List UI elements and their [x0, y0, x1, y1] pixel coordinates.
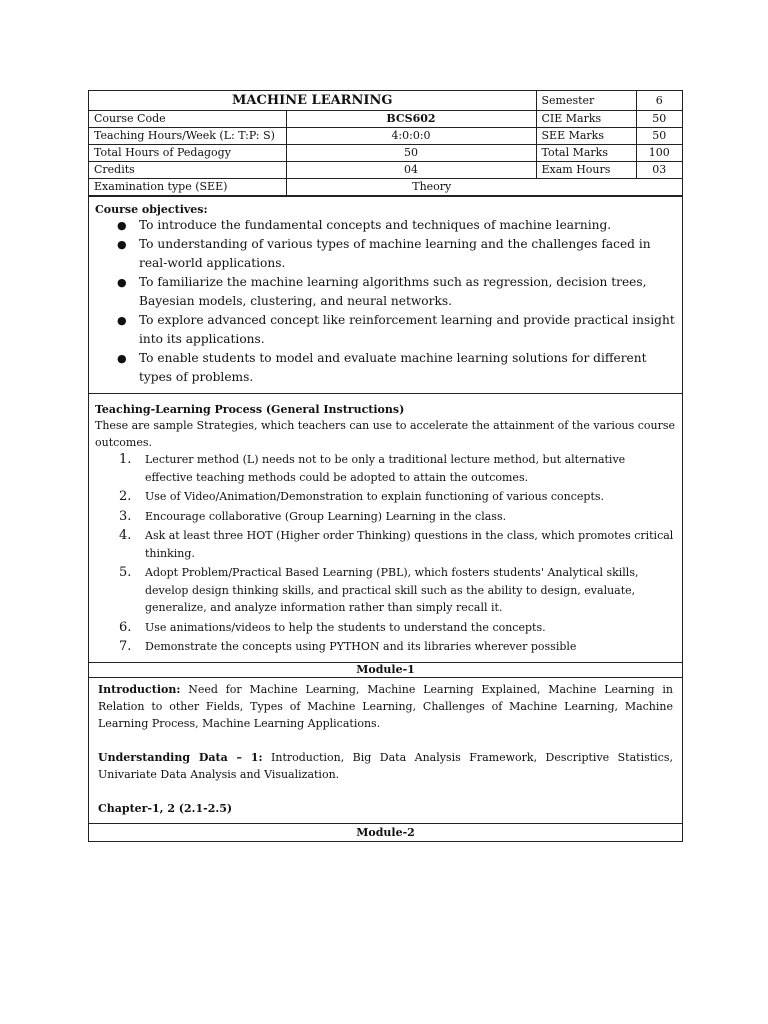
exam-type-value: Theory	[286, 179, 682, 196]
bullet-icon: ●	[117, 352, 127, 365]
teaching-hours-label: Teaching Hours/Week (L: T:P: S)	[89, 128, 286, 145]
course-title: MACHINE LEARNING	[89, 91, 536, 111]
module-1-content	[89, 677, 682, 823]
teaching-learning-section	[89, 393, 682, 662]
semester-value: 6	[636, 91, 682, 111]
cie-marks-value: 50	[636, 111, 682, 128]
course-objectives-list	[95, 216, 676, 387]
bullet-icon: ●	[117, 276, 127, 289]
introduction-text: Need for Machine Learning, Machine Learning Explained, Machine Learning in Relation to other Fields, Types of Machine Learning, Challenges of Machine Learning, Machine Learning Process, Machine Learning Applications.	[98, 682, 673, 730]
teaching-learning-heading: Teaching-Learning Process (General Instructions)	[95, 403, 405, 416]
bullet-icon: ●	[117, 238, 127, 251]
bullet-icon: ●	[117, 219, 127, 232]
course-info-table	[89, 91, 682, 196]
see-marks-value: 50	[636, 128, 682, 145]
list-item: 3. Encourage collaborative (Group Learning) Learning in the class.	[119, 508, 507, 524]
list-item: ● To explore advanced concept like reinforcement learning and provide practical insight into its applications.	[117, 313, 675, 346]
understanding-data-text: Introduction, Big Data Analysis Framework, Descriptive Statistics, Univariate Data Analysis and Visualization.	[98, 750, 673, 781]
exam-hours-label: Exam Hours	[536, 162, 636, 179]
course-code-value: BCS602	[286, 111, 536, 128]
pedagogy-hours-label: Total Hours of Pedagogy	[89, 145, 286, 162]
list-item: 7. Demonstrate the concepts using PYTHON and its libraries wherever possible	[119, 639, 577, 654]
list-item: ● To enable students to model and evaluate machine learning solutions for different types of problems.	[117, 351, 647, 384]
list-item: ● To familiarize the machine learning algorithms such as regression, decision trees, Bayesian models, clustering, and neural networks.	[117, 275, 647, 308]
introduction-label: Introduction:	[98, 682, 181, 696]
course-objectives-heading: Course objectives:	[95, 203, 208, 216]
list-item: 5. Adopt Problem/Practical Based Learning (PBL), which fosters students' Analytical skills, develop design thinking skills, and practical skill such as the ability to design, evaluate, generalize, and analyze information rather than simply recall it.	[119, 565, 639, 614]
teaching-learning-list	[95, 451, 676, 656]
list-item: ● To introduce the fundamental concepts and techniques of machine learning.	[117, 216, 676, 235]
course-code-label: Course Code	[89, 111, 286, 128]
cie-marks-label: CIE Marks	[536, 111, 636, 128]
see-marks-label: SEE Marks	[536, 128, 636, 145]
semester-label: Semester	[536, 91, 636, 111]
teaching-learning-intro: These are sample Strategies, which teachers can use to accelerate the attainment of the various course outcomes.	[95, 419, 676, 449]
exam-type-label: Examination type (SEE)	[89, 179, 286, 196]
list-item: 1. Lecturer method (L) needs not to be only a traditional lecture method, but alternative effective teaching methods could be adopted to attain the outcomes.	[119, 452, 626, 484]
module-1-heading: Module-1	[89, 662, 682, 677]
chapter-reference: Chapter-1, 2 (2.1-2.5)	[98, 801, 233, 815]
syllabus-document	[88, 90, 683, 842]
pedagogy-hours-value: 50	[286, 145, 536, 162]
total-marks-label: Total Marks	[536, 145, 636, 162]
credits-label: Credits	[89, 162, 286, 179]
exam-hours-value: 03	[636, 162, 682, 179]
credits-value: 04	[286, 162, 536, 179]
list-item: ● To understanding of various types of machine learning and the challenges faced in real-world applications.	[117, 237, 651, 270]
teaching-hours-value: 4:0:0:0	[286, 128, 536, 145]
module-2-heading: Module-2	[89, 823, 682, 841]
course-objectives-section	[89, 196, 682, 393]
list-item: 2. Use of Video/Animation/Demonstration to explain functioning of various concepts.	[119, 489, 605, 504]
list-item: 6. Use animations/videos to help the students to understand the concepts.	[119, 619, 546, 635]
bullet-icon: ●	[117, 314, 127, 327]
total-marks-value: 100	[636, 145, 682, 162]
understanding-data-label: Understanding Data – 1:	[98, 750, 263, 764]
list-item: 4. Ask at least three HOT (Higher order Thinking) questions in the class, which promotes critical thinking.	[119, 528, 674, 560]
